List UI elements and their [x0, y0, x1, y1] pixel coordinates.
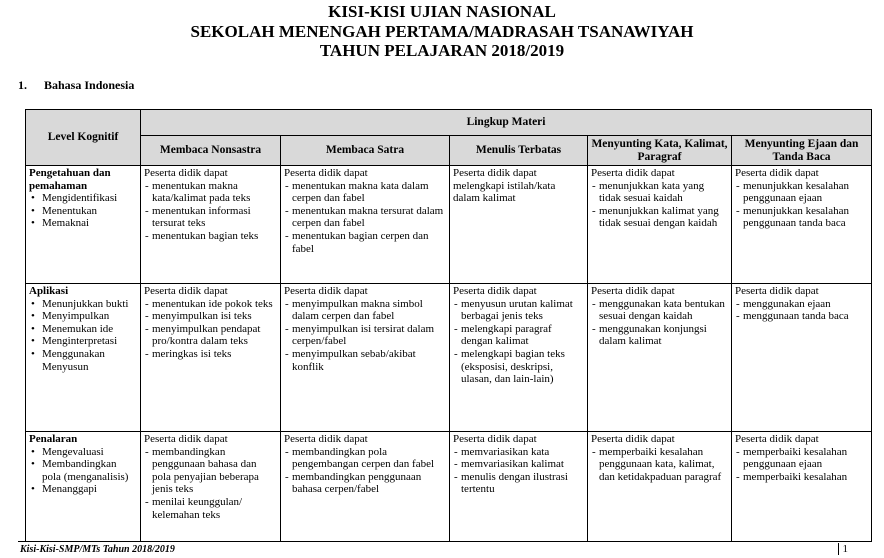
content-cell: [281, 432, 450, 542]
cell-item: - menentukan bagian cerpen dan fabel: [292, 230, 446, 255]
content-cell: [450, 166, 588, 284]
section-number: 1.: [18, 78, 27, 92]
kisi-kisi-table: [25, 109, 872, 542]
document-title-line-3: TAHUN PELAJARAN 2018/2019: [319, 41, 565, 60]
content-cell: [141, 166, 281, 284]
level-title: Aplikasi: [29, 285, 69, 297]
column-header: Menulis Terbatas: [450, 136, 588, 166]
content-cell: [450, 284, 588, 432]
level-skill-item: • Menginterpretasi: [42, 335, 137, 348]
column-header: Menyunting Ejaan dan Tanda Baca: [732, 136, 872, 166]
content-cell: [732, 284, 872, 432]
table-row: [26, 166, 872, 284]
cell-item: - memperbaiki kesalahan penggunaan ejaan: [743, 446, 868, 471]
cell-item: - menunjukkan kesalahan penggunaan tanda baca: [743, 205, 868, 230]
column-header: Menyunting Kata, Kalimat, Paragraf: [588, 136, 732, 166]
cell-item: - membandingkan penggunaan bahasa dan pola penyajian beberapa jenis teks: [152, 446, 277, 496]
cell-item: - menentukan ide pokok teks: [152, 298, 277, 311]
level-cell: [26, 432, 141, 542]
level-skill-item: • Menyimpulkan: [42, 310, 137, 323]
cell-item: - memperbaiki kesalahan penggunaan kata, kalimat, dan ketidakpaduan paragraf: [599, 446, 728, 484]
cell-intro: Peserta didik dapat: [735, 433, 819, 445]
cell-item: - menentukan makna kata/kalimat pada teks: [152, 180, 277, 205]
level-skill-item: • Memaknai: [42, 217, 137, 230]
cell-item-list: [591, 446, 728, 484]
section-title: Bahasa Indonesia: [44, 78, 135, 92]
cell-item: - menyimpulkan makna simbol dalam cerpen dan fabel: [292, 298, 446, 323]
section-heading: [18, 78, 134, 93]
content-cell: [281, 284, 450, 432]
level-skill-item: • Menemukan ide: [42, 323, 137, 336]
footer-text: Kisi-Kisi-SMP/MTs Tahun 2018/2019: [20, 544, 175, 555]
cell-item: - menggunakan ejaan: [743, 298, 868, 311]
content-cell: [588, 284, 732, 432]
cell-intro: Peserta didik dapat: [591, 285, 675, 297]
cell-intro: Peserta didik dapat: [284, 285, 368, 297]
cell-item: - menulis dengan ilustrasi tertentu: [461, 471, 584, 496]
cell-item-list: [284, 446, 446, 496]
cell-item: - menggunaan tanda baca: [743, 310, 868, 323]
level-skill-item: • Menunjukkan bukti: [42, 298, 137, 311]
cell-item-list: [591, 180, 728, 230]
content-cell: [141, 284, 281, 432]
level-kognitif-header: Level Kognitif: [26, 110, 141, 166]
cell-item: - memvariasikan kalimat: [461, 458, 584, 471]
cell-item: - menentukan makna tersurat dalam cerpen dan fabel: [292, 205, 446, 230]
cell-item: - menentukan informasi tersurat teks: [152, 205, 277, 230]
level-skill-item: • Membandingkan pola (menganalisis): [42, 458, 137, 483]
content-cell: [588, 432, 732, 542]
cell-item: - meringkas isi teks: [152, 348, 277, 361]
content-cell: [281, 166, 450, 284]
cell-item: - menyimpulkan isi teks: [152, 310, 277, 323]
level-title: Pengetahuan dan pemahaman: [29, 167, 111, 192]
cell-item: - menunjukkan kesalahan penggunaan ejaan: [743, 180, 868, 205]
cell-item: - menggunakan konjungsi dalam kalimat: [599, 323, 728, 348]
cell-item-list: [735, 298, 868, 323]
content-cell: [450, 432, 588, 542]
cell-intro: Peserta didik dapat: [144, 285, 228, 297]
cell-item: - melengkapi paragraf dengan kalimat: [461, 323, 584, 348]
cell-intro: Peserta didik dapat: [453, 285, 537, 297]
level-skill-list: [29, 298, 137, 374]
cell-intro: Peserta didik dapat: [144, 167, 228, 179]
cell-item: - membandingkan penggunaan bahasa cerpen/fabel: [292, 471, 446, 496]
page-number: 1: [834, 543, 849, 555]
cell-intro: Peserta didik dapat: [591, 167, 675, 179]
level-skill-list: [29, 192, 137, 230]
level-cell: [26, 284, 141, 432]
cell-item: - menyusun urutan kalimat berbagai jenis teks: [461, 298, 584, 323]
cell-intro: Peserta didik dapat: [591, 433, 675, 445]
cell-intro: Peserta didik dapat: [453, 433, 537, 445]
cell-item: - membandingkan pola pengembangan cerpen dan fabel: [292, 446, 446, 471]
level-skill-item: • Mengevaluasi: [42, 446, 137, 459]
cell-item: - menunjukkan kalimat yang tidak sesuai dengan kaidah: [599, 205, 728, 230]
cell-intro: Peserta didik dapat melengkapi istilah/kata dalam kalimat: [453, 167, 556, 205]
cell-item: - menentukan makna kata dalam cerpen dan fabel: [292, 180, 446, 205]
level-skill-item: • Menanggapi: [42, 483, 137, 496]
level-skill-item: • Menentukan: [42, 205, 137, 218]
cell-intro: Peserta didik dapat: [735, 285, 819, 297]
column-header: Membaca Satra: [281, 136, 450, 166]
cell-item-list: [284, 180, 446, 256]
cell-intro: Peserta didik dapat: [284, 433, 368, 445]
cell-intro: Peserta didik dapat: [735, 167, 819, 179]
level-title: Penalaran: [29, 433, 78, 445]
cell-item-list: [591, 298, 728, 348]
level-skill-list: [29, 446, 137, 496]
cell-item: - menyimpulkan sebab/akibat konflik: [292, 348, 446, 373]
cell-item: - memperbaiki kesalahan: [743, 471, 868, 484]
cell-item-list: [453, 298, 584, 386]
document-title-line-1: KISI-KISI UJIAN NASIONAL: [328, 2, 556, 21]
footer-rule: [18, 541, 866, 542]
lingkup-materi-header: Lingkup Materi: [141, 110, 872, 136]
cell-item: - menyimpulkan isi tersirat dalam cerpen/fabel: [292, 323, 446, 348]
column-header: Membaca Nonsastra: [141, 136, 281, 166]
content-cell: [588, 166, 732, 284]
cell-item: - menunjukkan kata yang tidak sesuai kaidah: [599, 180, 728, 205]
cell-item-list: [144, 180, 277, 243]
cell-intro: Peserta didik dapat: [144, 433, 228, 445]
cell-item: - menentukan bagian teks: [152, 230, 277, 243]
cell-item-list: [453, 446, 584, 496]
document-title-line-2: SEKOLAH MENENGAH PERTAMA/MADRASAH TSANAWIYAH: [190, 22, 694, 41]
cell-item-list: [144, 446, 277, 522]
content-cell: [732, 432, 872, 542]
cell-item: - memvariasikan kata: [461, 446, 584, 459]
content-cell: [732, 166, 872, 284]
cell-item-list: [144, 298, 277, 361]
cell-item: - menilai keunggulan/ kelemahan teks: [152, 496, 277, 521]
cell-item-list: [735, 446, 868, 484]
level-skill-item: • Menggunakan Menyusun: [42, 348, 137, 373]
level-cell: [26, 166, 141, 284]
level-skill-item: • Mengidentifikasi: [42, 192, 137, 205]
cell-item: - menggunakan kata bentukan sesuai dengan kaidah: [599, 298, 728, 323]
table-row: [26, 432, 872, 542]
cell-item: - menyimpulkan pendapat pro/kontra dalam teks: [152, 323, 277, 348]
cell-intro: Peserta didik dapat: [284, 167, 368, 179]
cell-item-list: [735, 180, 868, 230]
table-row: [26, 284, 872, 432]
content-cell: [141, 432, 281, 542]
cell-item: - melengkapi bagian teks (eksposisi, deskripsi, ulasan, dan lain-lain): [461, 348, 584, 386]
cell-item-list: [284, 298, 446, 374]
